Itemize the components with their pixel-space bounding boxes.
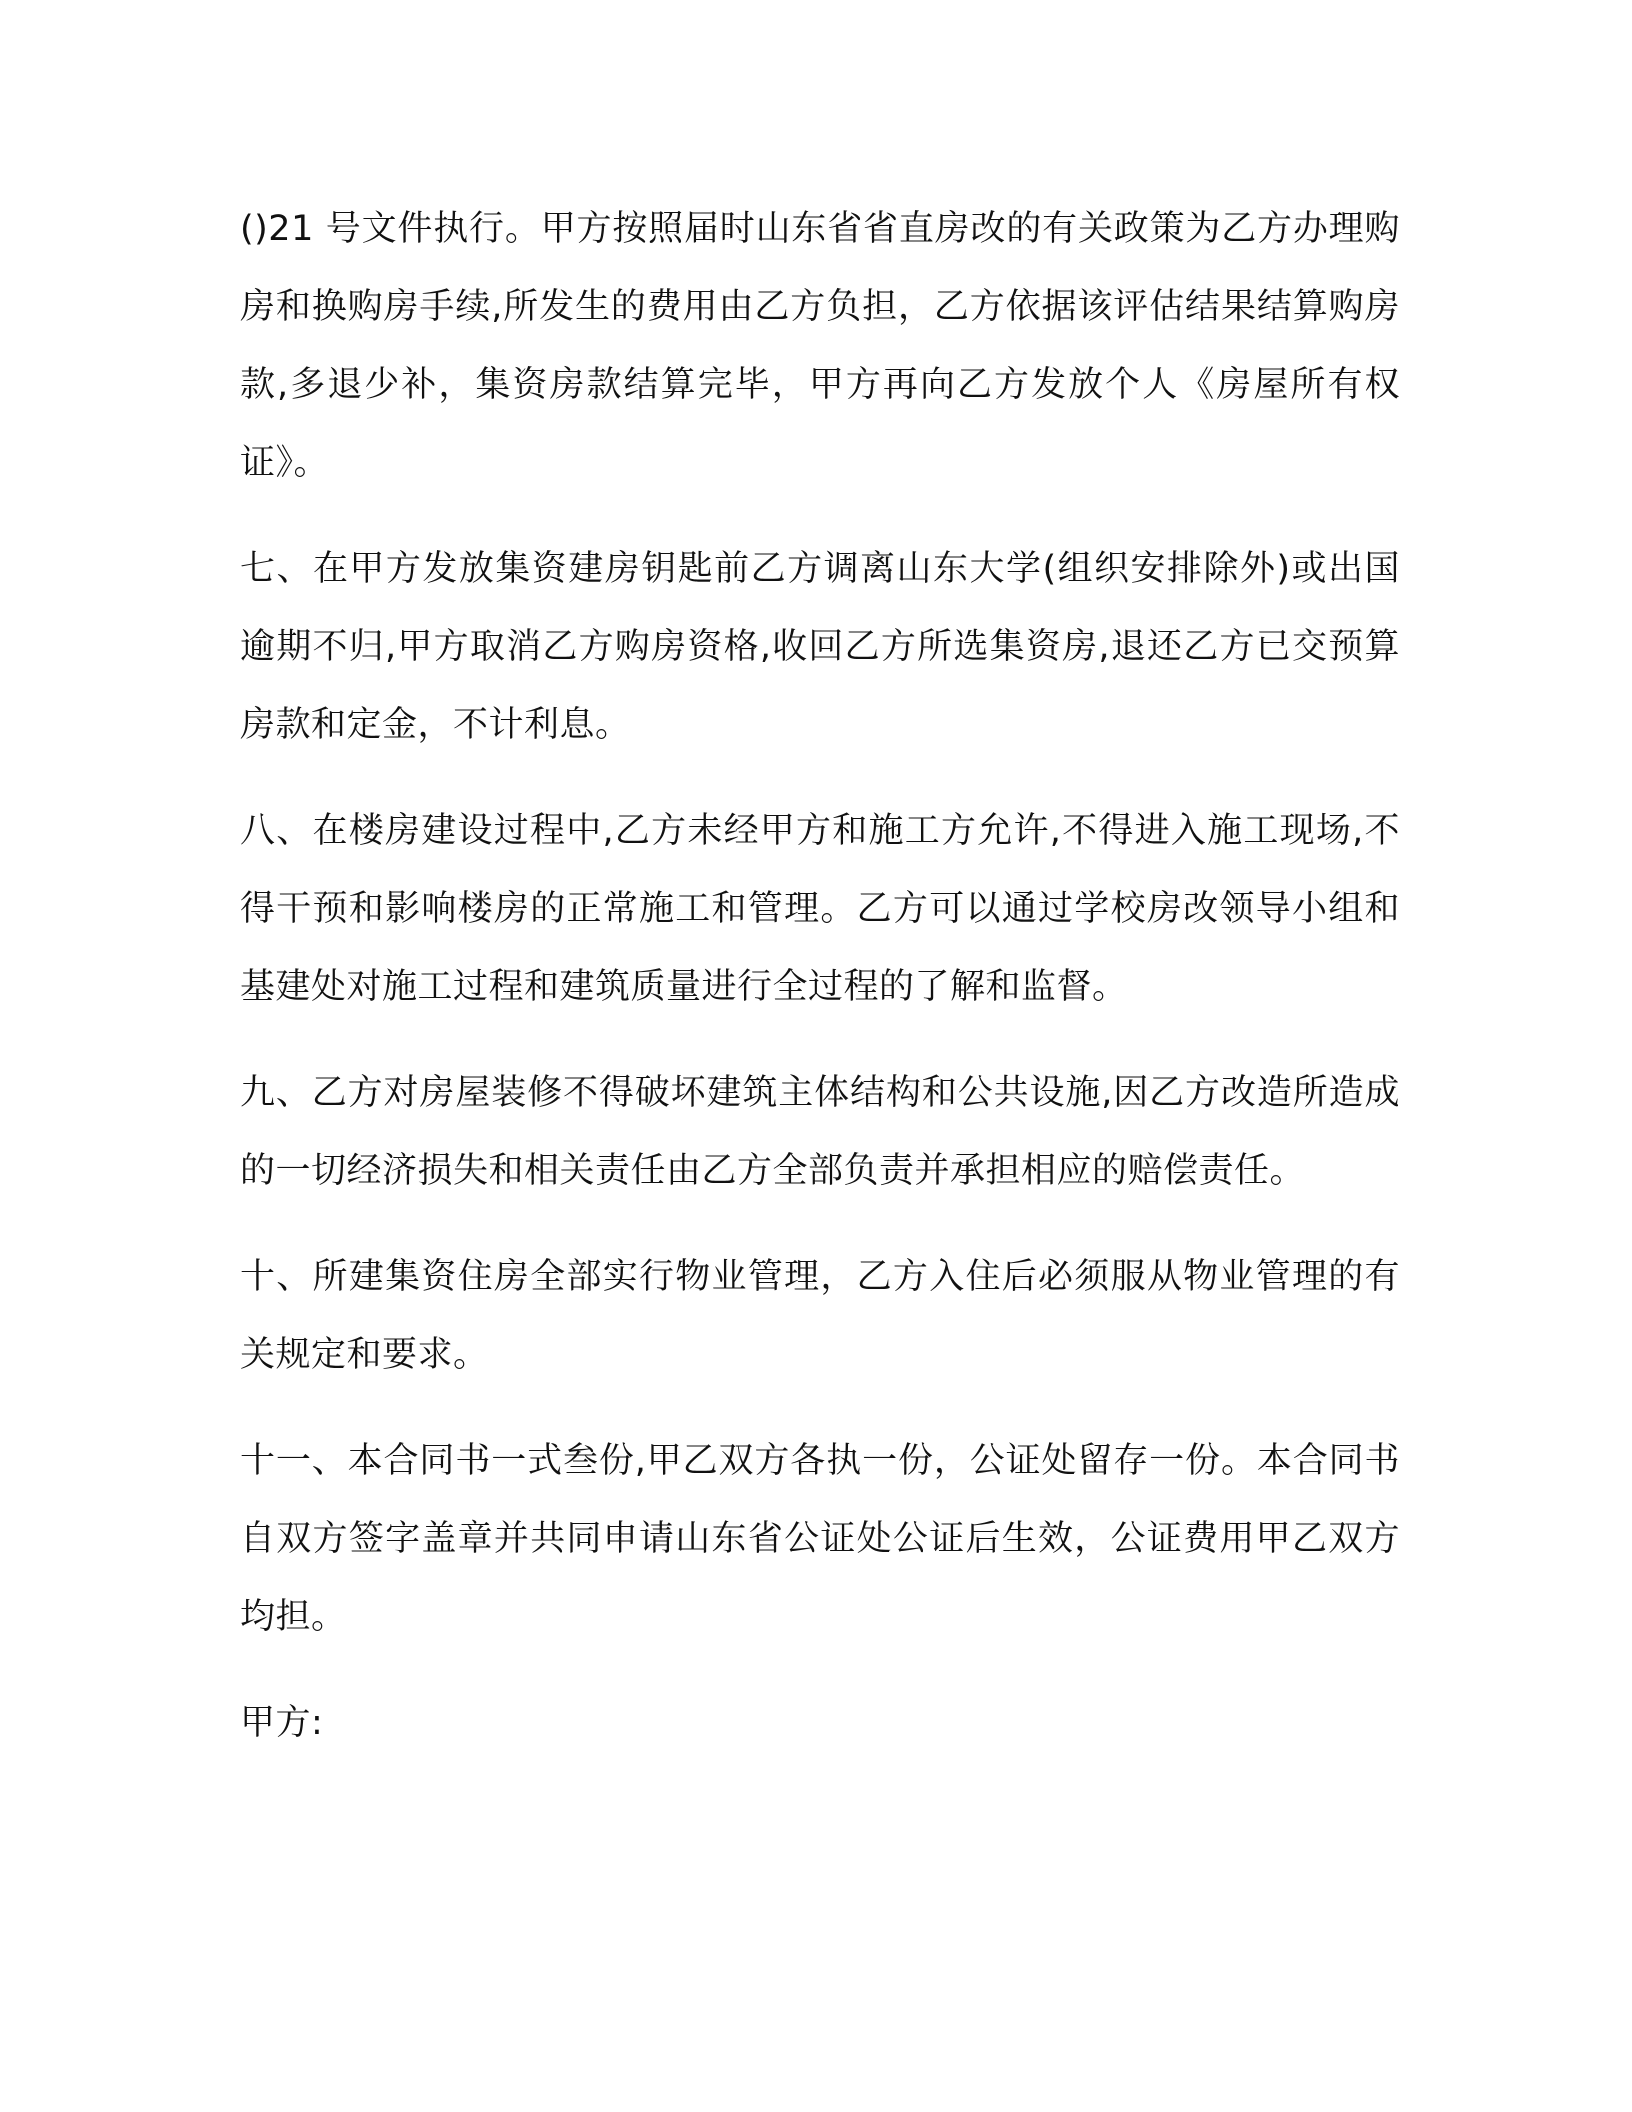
- clause-11: 十一、本合同书一式叁份,甲乙双方各执一份，公证处留存一份。本合同书自双方签字盖章并共同申请山东省公证处公证后生效，公证费用甲乙双方均担。: [240, 1441, 1400, 1637]
- clause-9: 九、乙方对房屋装修不得破坏建筑主体结构和公共设施,因乙方改造所造成的一切经济损失和相关责任由乙方全部负责并承担相应的赔偿责任。: [240, 1073, 1400, 1191]
- clause-8: 八、在楼房建设过程中,乙方未经甲方和施工方允许,不得进入施工现场,不得干预和影响楼房的正常施工和管理。乙方可以通过学校房改领导小组和基建处对施工过程和建筑质量进行全过程的了解和监督。: [240, 811, 1400, 1007]
- clause-10: 十、所建集资住房全部实行物业管理，乙方入住后必须服从物业管理的有关规定和要求。: [240, 1257, 1400, 1375]
- document-body: [240, 190, 1400, 1790]
- clause-7: 七、在甲方发放集资建房钥匙前乙方调离山东大学(组织安排除外)或出国逾期不归,甲方取消乙方购房资格,收回乙方所选集资房,退还乙方已交预算房款和定金，不计利息。: [240, 549, 1400, 745]
- paragraph-continuation: ()21 号文件执行。甲方按照届时山东省省直房改的有关政策为乙方办理购房和换购房手续,所发生的费用由乙方负担，乙方依据该评估结果结算购房款,多退少补，集资房款结算完毕，甲方再向乙方发放个人《房屋所有权证》。: [240, 209, 1400, 483]
- party-a-label: 甲方:: [240, 1703, 324, 1743]
